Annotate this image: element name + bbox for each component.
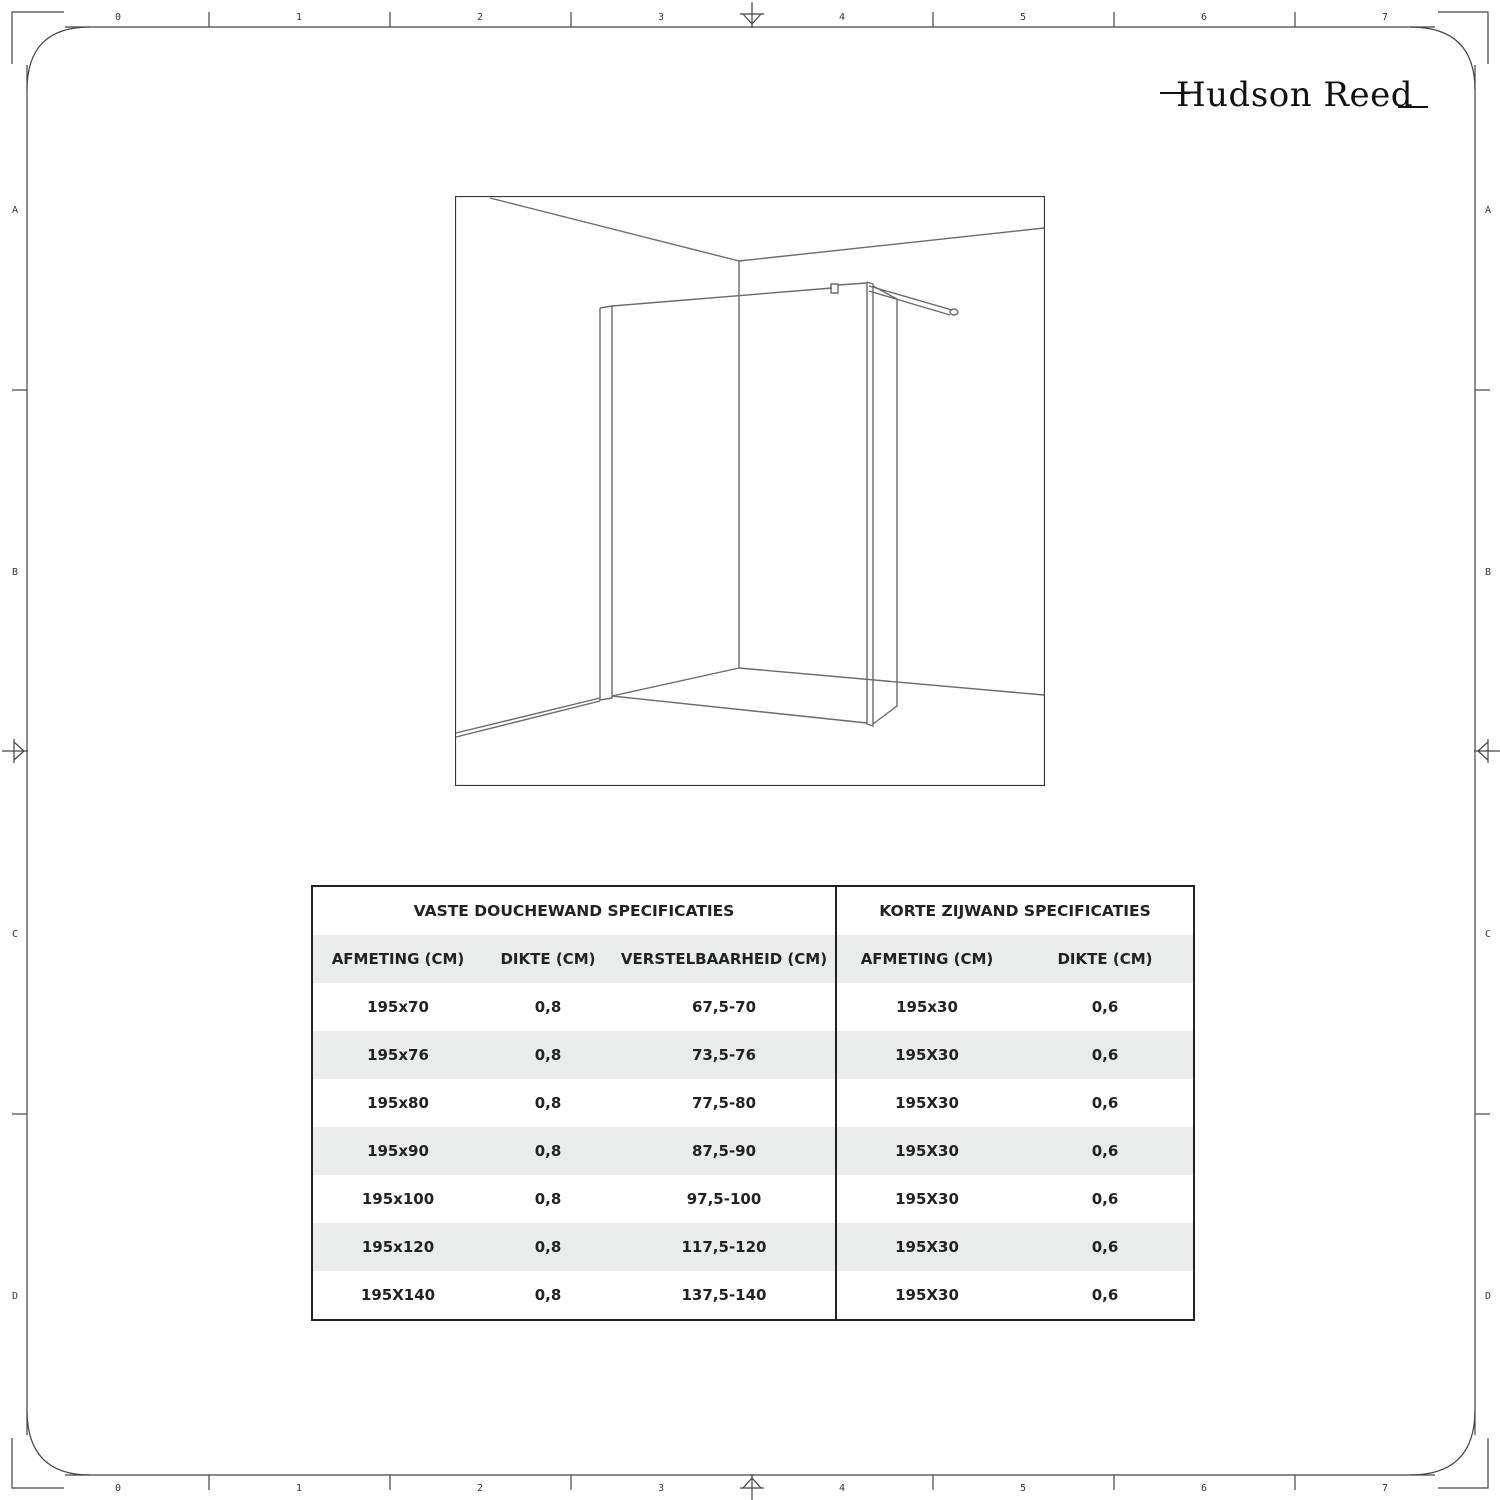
cell-thickness: 0,8 [483, 1031, 613, 1079]
table-row [312, 1079, 1194, 1127]
header-size: AFMETING (CM) [312, 935, 483, 983]
ruler-row-b-right: B [1484, 567, 1492, 578]
ruler-col-3-bottom: 3 [657, 1483, 665, 1494]
cell-adjustment: 73,5-76 [613, 1031, 836, 1079]
cell-thickness: 0,8 [534, 1190, 562, 1208]
cell-side-thickness: 0,6 [1017, 1031, 1194, 1079]
cell-side-size: 195x30 [836, 983, 1017, 1031]
ruler-col-4: 4 [838, 12, 846, 23]
shower-screen-drawing [455, 196, 1045, 786]
ruler-col-2-bottom: 2 [476, 1483, 484, 1494]
header-side-thickness: DIKTE (CM) [1017, 935, 1194, 983]
cell-size: 195X140 [360, 1286, 436, 1304]
cell-size: 195x90 [312, 1127, 483, 1175]
table-row [312, 983, 1194, 1031]
table-row [312, 1127, 1194, 1175]
corner-bottom-right [1410, 1410, 1475, 1475]
column-header-row [312, 935, 1194, 983]
cell-side-thickness: 0,6 [1091, 1190, 1119, 1208]
ruler-col-7: 7 [1381, 12, 1389, 23]
table-row [312, 1175, 1194, 1223]
group-fixed-panel: VASTE DOUCHEWAND SPECIFICATIES [413, 902, 735, 920]
ruler-row-c-right: C [1484, 929, 1492, 940]
drawing-border [456, 197, 1045, 786]
cell-side-size: 195X30 [836, 1223, 1017, 1271]
header-thickness: DIKTE (CM) [483, 935, 613, 983]
ruler-col-1: 1 [295, 12, 303, 23]
crop-mark-tr [1438, 12, 1488, 64]
header-adjustment: VERSTELBAARHEID (CM) [613, 935, 836, 983]
center-mark-right [1474, 739, 1500, 763]
cell-side-size: 195X30 [836, 1079, 1017, 1127]
header-side-size: AFMETING (CM) [836, 935, 1017, 983]
ruler-col-4-bottom: 4 [838, 1483, 846, 1494]
crop-mark-br [1438, 1438, 1488, 1488]
cell-side-thickness: 0,6 [1091, 998, 1119, 1016]
brand-logo [1160, 74, 1430, 116]
brand-name: Hudson Reed [1176, 75, 1414, 115]
center-mark-bottom [740, 1474, 764, 1500]
cell-side-size: 195X30 [836, 1271, 1017, 1320]
cell-adjustment: 137,5-140 [681, 1286, 767, 1304]
ruler-row-d-right: D [1484, 1291, 1492, 1302]
cell-side-size: 195X30 [836, 1175, 1017, 1223]
cell-thickness: 0,8 [534, 998, 562, 1016]
cell-side-size: 195X30 [836, 1127, 1017, 1175]
cell-size: 195x70 [367, 998, 429, 1016]
cell-thickness: 0,8 [534, 1094, 562, 1112]
ruler-row-a-right: A [1484, 205, 1492, 216]
group-header-row [312, 886, 1194, 935]
ruler-row-d: D [11, 1291, 19, 1302]
cell-side-thickness: 0,6 [1017, 1127, 1194, 1175]
ruler-row-c: C [11, 929, 19, 940]
ruler-col-1-bottom: 1 [295, 1483, 303, 1494]
ruler-row-b: B [11, 567, 19, 578]
group-side-panel: KORTE ZIJWAND SPECIFICATIES [836, 886, 1194, 935]
cell-side-thickness: 0,6 [1091, 1286, 1119, 1304]
center-mark-left [2, 739, 28, 763]
crop-mark-tl [12, 12, 64, 64]
corner-top-left [27, 27, 90, 90]
cell-adjustment: 87,5-90 [613, 1127, 836, 1175]
ruler-col-0: 0 [114, 12, 122, 23]
ruler-row-a: A [11, 205, 19, 216]
cell-size: 195x100 [361, 1190, 435, 1208]
cell-side-thickness: 0,6 [1017, 1223, 1194, 1271]
ruler-col-5: 5 [1019, 12, 1027, 23]
cell-adjustment: 67,5-70 [691, 998, 757, 1016]
cell-thickness: 0,8 [483, 1223, 613, 1271]
table-row [312, 1031, 1194, 1079]
ruler-col-2: 2 [476, 12, 484, 23]
cell-side-thickness: 0,6 [1091, 1094, 1119, 1112]
specifications-table [311, 885, 1195, 1321]
cell-side-size: 195X30 [836, 1031, 1017, 1079]
ruler-col-5-bottom: 5 [1019, 1483, 1027, 1494]
ruler-col-0-bottom: 0 [114, 1483, 122, 1494]
table-row [312, 1271, 1194, 1320]
cell-adjustment: 97,5-100 [686, 1190, 762, 1208]
cell-thickness: 0,8 [483, 1127, 613, 1175]
table-row [312, 1223, 1194, 1271]
cell-adjustment: 117,5-120 [613, 1223, 836, 1271]
ruler-col-3: 3 [657, 12, 665, 23]
ruler-col-6: 6 [1200, 12, 1208, 23]
cell-thickness: 0,8 [534, 1286, 562, 1304]
center-mark-top [740, 2, 764, 28]
cell-adjustment: 77,5-80 [691, 1094, 757, 1112]
corner-bottom-left [27, 1410, 90, 1475]
crop-mark-bl [12, 1438, 64, 1488]
cell-size: 195x76 [312, 1031, 483, 1079]
ruler-col-6-bottom: 6 [1200, 1483, 1208, 1494]
cell-size: 195x80 [367, 1094, 429, 1112]
ruler-col-7-bottom: 7 [1381, 1483, 1389, 1494]
cell-size: 195x120 [312, 1223, 483, 1271]
